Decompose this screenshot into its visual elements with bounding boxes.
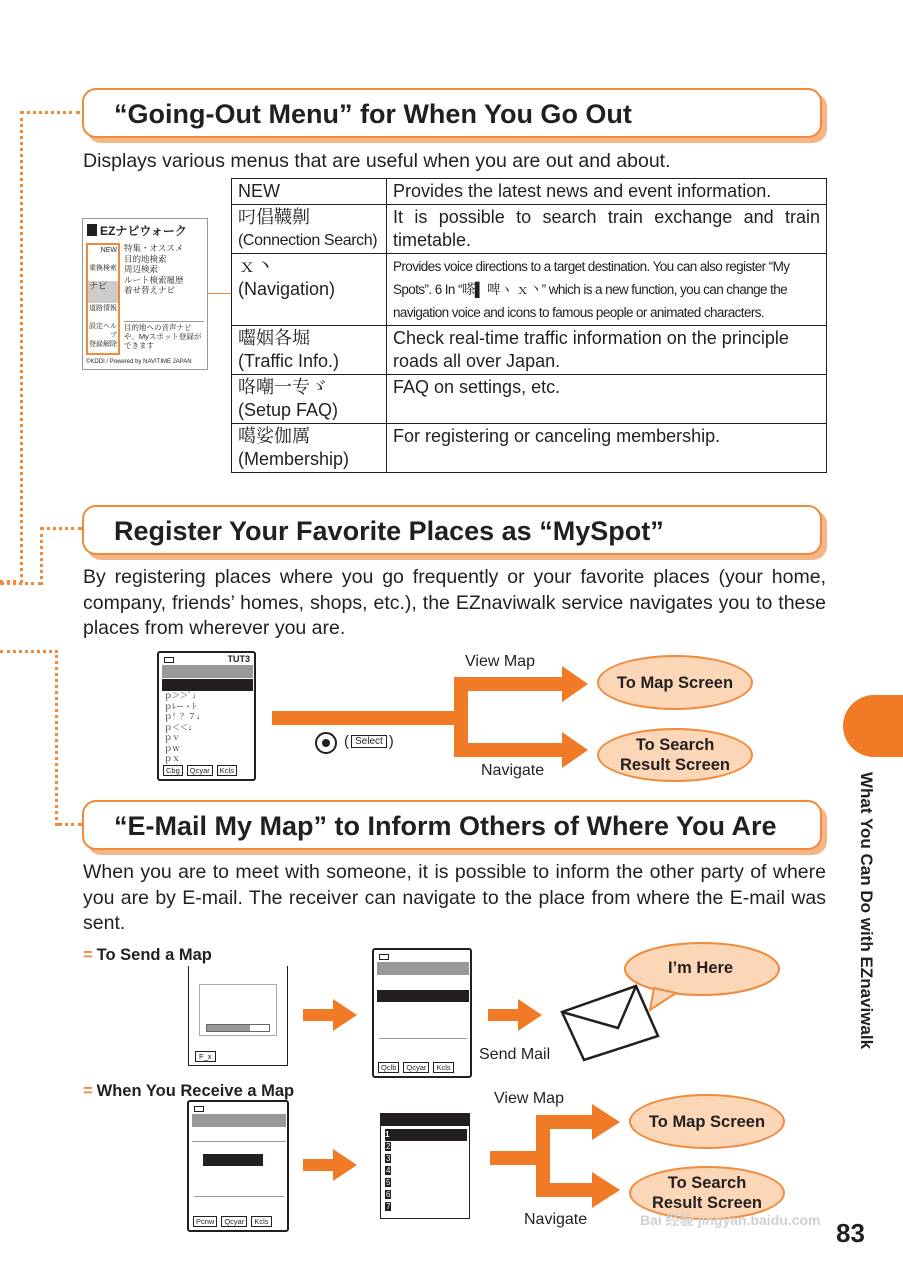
menu-line: 特集・オススメ: [124, 243, 184, 253]
list-item: [385, 1201, 467, 1213]
email-map-body: When you are to meet with someone, it is possible to inform the other party of where you are by E-mail. The receiver can navigate to the place from where the E-mail was sent.: [83, 861, 826, 934]
view-map-label: View Map: [465, 653, 535, 670]
menu-desc: Check real-time traffic information on the principle roads all over Japan.: [393, 328, 789, 371]
myspot-body: By registering places where you go frequently or your favorite places (your home, company, friends’ homes, shops, etc.), the EZnaviwalk service navigates you to these places from wherever you are.: [83, 566, 826, 639]
menu-desc-cell: [387, 424, 827, 473]
softkey: F_x: [195, 1051, 216, 1062]
table-row: [232, 205, 827, 254]
softkey: Pcnw: [193, 1216, 217, 1227]
side-label: ナビ: [88, 281, 118, 303]
receive-arrow: [303, 1146, 359, 1184]
phone-note: 目的地への音声ナビや、Myスポット登録ができます: [124, 321, 204, 350]
table-row: [232, 424, 827, 473]
menu-sub: (Navigation): [238, 279, 336, 299]
menu-name: NEW: [238, 181, 280, 201]
side-label: 登録解除: [89, 341, 117, 348]
to-map-screen-oval: To Map Screen: [597, 655, 753, 710]
arrow-stem: [490, 1151, 540, 1165]
softkey: Qclb: [378, 1062, 399, 1073]
menu-name: 囓姻各堀: [238, 328, 310, 348]
arrow-shaft: [303, 1159, 335, 1171]
toolbar-row: [192, 1132, 286, 1142]
view-map-label: View Map: [494, 1090, 564, 1107]
progress-track: [206, 1024, 270, 1032]
phone-brand: EZナビウォーク: [100, 224, 187, 238]
going-out-intro: Displays various menus that are useful when you are out and about.: [83, 150, 671, 172]
receive-phone-screen: [187, 1100, 289, 1232]
menu-name-cell: [232, 179, 387, 205]
section-heading-myspot: [82, 505, 822, 555]
menu-line: 着せ替えナビ: [124, 285, 176, 295]
section-heading-text: Register Your Favorite Places as “MySpot”: [114, 516, 664, 546]
list-item: ｐｖ: [164, 733, 180, 742]
select-key-label: ( Select ): [344, 733, 394, 750]
menu-sub: (Connection Search): [238, 232, 378, 249]
menu-sub: (Setup FAQ): [238, 400, 339, 420]
to-search-result-oval: To Search Result Screen: [597, 728, 753, 782]
list-item: [385, 1165, 467, 1177]
going-out-menu-table: [231, 178, 827, 473]
softkey: Kcls: [433, 1062, 453, 1073]
menu-name-cell: [232, 326, 387, 375]
text-lines: [379, 1038, 467, 1062]
softkey: Qcyar: [187, 765, 213, 776]
menu-name: 咯嘲一专ゞ: [238, 377, 328, 397]
menu-name-cell: [232, 254, 387, 326]
selected-row: [203, 1154, 263, 1166]
receive-list-screen: [380, 1113, 470, 1219]
list-item: ｐ！？７↓: [164, 712, 200, 721]
list-number: 6: [386, 1190, 391, 1199]
arrow-lower-head: [592, 1172, 620, 1208]
list-item: ｐﾚー・ﾄ: [164, 701, 196, 711]
navigate-label: Navigate: [481, 762, 545, 779]
table-row: [232, 326, 827, 375]
list-rows: [164, 691, 200, 765]
softkey: Kcls: [251, 1216, 271, 1227]
table-row: [232, 375, 827, 424]
list-item: ｐ＞＞ﾟ↓: [164, 691, 196, 700]
to-map-screen-oval: To Map Screen: [629, 1094, 785, 1149]
send-map-title: [83, 946, 212, 965]
menu-name: 噶娑伽厲: [238, 426, 310, 446]
send-mail-label: Send Mail: [479, 1046, 551, 1063]
section-heading-text: “Going-Out Menu” for When You Go Out: [114, 99, 632, 129]
menu-desc: Provides the latest news and event information.: [393, 181, 772, 201]
ez-logo-icon: [87, 224, 97, 236]
menu-name: ｘ丶: [238, 256, 274, 276]
title-bar: [377, 962, 469, 975]
mail-phone-screen: [372, 948, 472, 1078]
arrow-head: [518, 999, 542, 1031]
side-tab-label: What You Can Do with EZnaviwalk: [857, 772, 876, 1050]
phone-footer: ©KDDI / Powered by NAVITIME JAPAN: [86, 359, 192, 365]
equals-mark: =: [83, 1082, 93, 1100]
send-arrow-1: [303, 996, 359, 1034]
softkey: Cbg: [163, 765, 183, 776]
softkeys: [193, 1216, 272, 1227]
section-heading-going-out: [82, 88, 822, 138]
list-number: 5: [386, 1178, 391, 1187]
menu-name-cell: [232, 375, 387, 424]
arrow-upper-head: [562, 666, 588, 702]
dotted-connector-2-bottom: [0, 582, 42, 585]
table-row: [232, 179, 827, 205]
arrow-shaft: [303, 1009, 335, 1021]
softkey: Kcls: [217, 765, 237, 776]
selected-row: [377, 990, 469, 1002]
menu-desc-cell: [387, 375, 827, 424]
list-number: 3: [386, 1154, 391, 1163]
side-labels: [86, 243, 120, 355]
menu-name: 叼倡韈劓: [238, 207, 310, 227]
menu-desc: Provides voice directions to a target destination. You can also register “My Spots”. 6 In “嗏▌ 啤ヽ ｘ丶” which is a new function, you can change the navigation voice and icons to famous people or animated characters.: [393, 259, 790, 320]
softkeys: [163, 765, 237, 776]
navigate-label: Navigate: [524, 1211, 588, 1228]
arrow-lower-shaft: [454, 743, 564, 757]
side-label: 乗換検索: [89, 265, 117, 272]
battery-icon: [164, 657, 174, 663]
list-item: [385, 1153, 467, 1165]
menu-desc-cell: [387, 205, 827, 254]
arrow-lower-shaft: [536, 1183, 596, 1197]
list-item: [385, 1177, 467, 1189]
menu-sub: (Traffic Info.): [238, 351, 340, 371]
title-bar: [162, 665, 253, 678]
dotted-connector-1: [20, 111, 80, 583]
title-bar: [381, 1114, 469, 1126]
send-phone-screen: [188, 966, 288, 1066]
selected-row: [162, 679, 253, 691]
list-item: ｐｘ: [164, 754, 180, 763]
softkey: Qcyar: [403, 1062, 429, 1073]
status-text: TUT3: [227, 654, 250, 664]
dotted-connector-3-bottom: [58, 823, 82, 826]
side-label: 道路情報: [89, 305, 117, 312]
progress-fill: [207, 1025, 250, 1031]
callout-line: [208, 293, 232, 294]
side-tab-marker: [843, 695, 903, 757]
receive-map-title: [83, 1082, 294, 1101]
menu-name-cell: [232, 424, 387, 473]
arrow-lower-head: [562, 732, 588, 768]
myspot-flow-arrows: [270, 660, 600, 770]
send-map-title-text: To Send a Map: [96, 946, 212, 964]
arrow-upper-shaft: [454, 677, 564, 691]
menu-line: 周辺検索: [124, 264, 159, 274]
arrow-shaft: [488, 1009, 520, 1021]
list-number: 4: [386, 1166, 391, 1175]
list-number: 7: [386, 1202, 391, 1211]
list-number: 2: [386, 1142, 391, 1151]
menu-desc-cell: [387, 254, 827, 326]
number-list: [385, 1129, 467, 1213]
text-lines: [194, 1196, 284, 1218]
title-bar: [192, 1114, 286, 1127]
menu-sub: (Membership): [238, 449, 350, 469]
dotted-connector-3: [0, 650, 58, 826]
menu-line: 目的地検索: [124, 253, 167, 264]
watermark: Bai 经验 jingyan.baidu.com: [640, 1212, 821, 1228]
section-heading-text: “E-Mail My Map” to Inform Others of Where You Are: [114, 811, 777, 841]
select-label: Select: [351, 735, 387, 748]
side-label: NEW: [100, 247, 117, 254]
list-item: [385, 1141, 467, 1153]
menu-desc: For registering or canceling membership.: [393, 426, 721, 446]
list-item: [385, 1189, 467, 1201]
table-row: [232, 254, 827, 326]
softkeys: [378, 1062, 454, 1073]
menu-name-cell: [232, 205, 387, 254]
menu-lines: [124, 243, 204, 296]
softkey: Qcyar: [221, 1216, 247, 1227]
arrow-head: [333, 1149, 357, 1181]
arrow-upper-shaft: [536, 1115, 596, 1129]
list-number: 1: [385, 1130, 390, 1139]
to-search-result-oval: To Search Result Screen: [629, 1166, 785, 1220]
receive-map-title-text: When You Receive a Map: [96, 1082, 295, 1100]
battery-icon: [194, 1106, 204, 1112]
list-item: ｐ＜＜↓: [164, 722, 192, 732]
list-item: ｐｗ: [164, 743, 180, 753]
side-label: 設定ヘルプ: [89, 323, 117, 339]
menu-desc-cell: [387, 179, 827, 205]
myspot-phone-screen: [157, 651, 256, 781]
equals-mark: =: [83, 946, 93, 964]
dotted-connector-2: [40, 527, 82, 585]
list-item: [385, 1129, 467, 1141]
menu-desc-cell: [387, 326, 827, 375]
bubble-tail: [650, 988, 676, 1010]
send-arrow-2: [488, 996, 544, 1034]
arrow-upper-head: [592, 1104, 620, 1140]
im-here-label: I’m Here: [668, 959, 734, 977]
battery-icon: [379, 954, 389, 960]
menu-line: ルート検索履歴: [124, 274, 184, 285]
phone-menu-screenshot: [82, 218, 208, 370]
menu-desc: FAQ on settings, etc.: [393, 377, 561, 397]
section-heading-email-map: [82, 800, 822, 850]
page-number: 83: [836, 1218, 865, 1248]
receive-flow-arrows: [488, 1100, 628, 1210]
arrow-head: [333, 999, 357, 1031]
arrow-stem: [272, 711, 457, 725]
menu-desc: It is possible to search train exchange and train timetable.: [393, 207, 820, 250]
